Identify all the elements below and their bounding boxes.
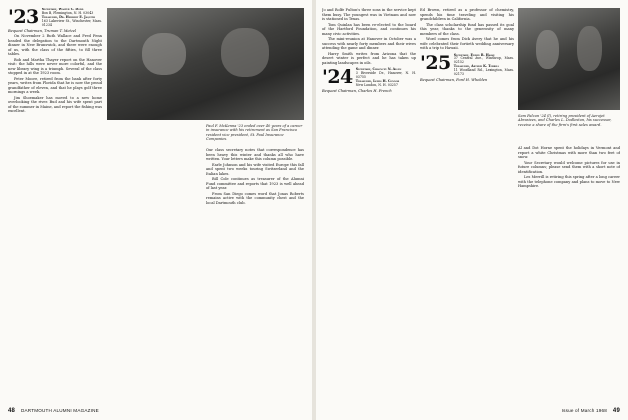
class-secretary: Secretary, Edwin R. Hasse	[453, 52, 495, 57]
right-column-3	[518, 146, 620, 402]
bequest-chairman: Bequest Chairman, Charles H. French	[322, 88, 392, 93]
paragraph: On November 2 Ruth Wallace and Fred Fenn headed the delegation to the Dartmouth Night dinner in New Brunswick, and there were enough of us, with the class of the fifties, to fill three tables.	[8, 34, 102, 57]
class-address: 37 Central Ave., Winthrop, Mass. 02152	[453, 56, 514, 65]
paragraph: Word comes from Dick Avery that he and his wife celebrated their fortieth wedding anniversary with a trip to Hawaii.	[420, 37, 514, 50]
class-treasurer: Treasurer, Lewis H. Connor	[355, 78, 400, 83]
class-24-heading	[322, 68, 416, 88]
paragraph: Earle Johnson and his wife visited Europe this fall and spent two weeks touring Switzerland and the Italian lakes.	[206, 162, 304, 176]
paragraph: Your Secretary would welcome pictures for use in future columns; please send them with a short note of identification.	[518, 160, 620, 174]
class-25-block	[420, 51, 514, 83]
page-number: 48	[8, 408, 16, 414]
class-address: 3 Riverside Dr., Hanover, N. H. 03755	[355, 70, 416, 79]
paragraph: Jo and Rolfe Fulton's three sons in the service kept them busy. The youngest was in Vietnam and now is stationed in Texas.	[322, 8, 416, 21]
class-address: Box B, Flemington, N. H. 03043	[41, 10, 94, 15]
left-column-3	[206, 148, 304, 402]
paragraph: From San Diego comes word that Jonas Roberts remains active with the community chest and the local Dartmouth club.	[206, 191, 304, 205]
right-column-1	[322, 8, 416, 402]
left-footer	[8, 408, 99, 414]
class-year: '24	[322, 66, 353, 88]
page-number: 49	[612, 408, 620, 414]
class-photo	[518, 8, 620, 110]
paragraph: Our class secretary notes that correspondence has been heavy this winter and thanks all who have written. Your letters make this column possible.	[206, 148, 304, 161]
paragraph: Tom Quinlan has been re-elected to the board of the Hartford Foundation, and continues his many civic activities.	[322, 22, 416, 36]
class-year: '25	[420, 51, 451, 74]
class-photo	[107, 8, 304, 120]
left-page	[0, 0, 312, 420]
paragraph: The mini-reunion at Hanover in October was a success with nearly forty members and their wives attending the game and dinner.	[322, 37, 416, 50]
right-page	[316, 0, 628, 420]
paragraph: Al and Dot Horne spent the holidays in Vermont and report a white Christmas with more than two feet of snow.	[518, 146, 620, 159]
paragraph: Bill Cole continues as treasurer of the Alumni Fund committee and reports that 1923 is well ahead of last year.	[206, 177, 304, 190]
paragraph: Jim Shoemaker has moved to a new home overlooking the river. Bud and his wife spent part of the summer in Maine, and report the fishing was excellent.	[8, 95, 102, 114]
class-treasurer: Treasurer, Arthur K. Terrill	[453, 64, 500, 69]
issue-date: Issue of March 1968	[561, 408, 608, 413]
paragraph: Ed Brown, retired as a professor of chemistry, spends his time traveling and visiting his grandchildren in California.	[420, 8, 514, 21]
left-column-1	[8, 8, 102, 402]
paragraph: The class scholarship fund has passed its goal this year, thanks to the generosity of many members of the class.	[420, 22, 514, 36]
right-footer	[562, 408, 620, 414]
treasurer-address: 11 Woodland Rd., Lexington, Mass. 02173	[453, 68, 514, 77]
bequest-chairman: Bequest Chairman, Ford H. Whelden	[420, 77, 488, 82]
paragraph: Bob and Martha Thayer report on the Hanover visit: the hills were never more colorful, and the new library wing is a triumph. Several of the class stopped in at the 1923 room.	[8, 57, 102, 76]
class-23-heading	[8, 8, 102, 28]
paragraph: Peter Moore, retired from the bank after forty years, writes from Florida that he is now the proud grandfather of eleven, and that he plays golf three mornings a week.	[8, 76, 102, 95]
treasurer-address: 163 Lakeview St., Winchester, Mass. 01234	[41, 18, 102, 27]
class-treasurer: Treasurer, Dr. Herbert E. Jaquith	[41, 14, 95, 19]
photo-caption: Sam Falcon '24 (l), retiring president of Aerojet Abrasives, and Charles L. Dodleston, his successor, receive a share of the firm's first sales award.	[518, 114, 612, 127]
class-secretary: Secretary, Chauncey N. Allen	[355, 67, 402, 71]
paragraph: Les Merrill is retiring this spring after a long career with the telephone company and plans to move to New Hampshire.	[518, 175, 620, 188]
bequest-chairman: Bequest Chairman, Truman T. Metzel	[8, 28, 77, 33]
photo-caption: Paul F. McKenna '23 ended over 40 years of a career in insurance with his retirement as San Francisco resident vice president, St. Paul Insurance Companies.	[206, 124, 303, 142]
right-column-2	[420, 8, 514, 402]
class-year: '23	[8, 8, 39, 28]
treasurer-address: New London, N. H. 03257	[355, 82, 398, 87]
paragraph: Harry Smith writes from Arizona that the desert winter is perfect and he has taken up painting landscapes in oils.	[322, 51, 416, 65]
class-25-heading	[420, 51, 514, 77]
class-24-block	[322, 68, 416, 93]
magazine-name: DARTMOUTH ALUMNI MAGAZINE	[20, 408, 99, 413]
class-secretary: Secretary, Walter C. Dodd	[41, 8, 84, 11]
